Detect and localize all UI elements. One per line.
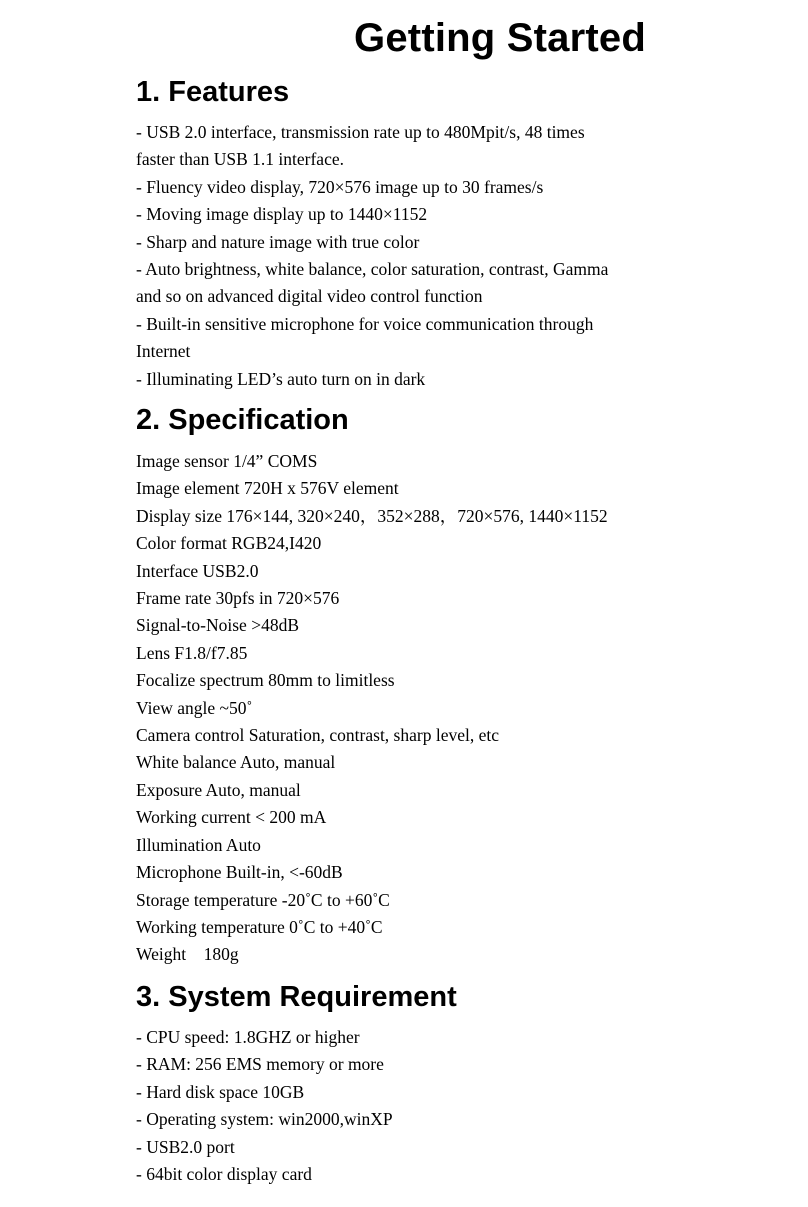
features-line: Internet	[136, 341, 191, 362]
requirement-line: - USB2.0 port	[136, 1136, 235, 1157]
features-heading: 1. Features	[136, 76, 290, 108]
spec-line: Exposure Auto, manual	[136, 779, 301, 800]
specification-heading: 2. Specification	[136, 404, 349, 436]
spec-line: Microphone Built-in, <-60dB	[136, 862, 343, 883]
features-line: - USB 2.0 interface, transmission rate up to 480Mpit/s, 48 times	[136, 122, 585, 142]
spec-line: Focalize spectrum 80mm to limitless	[136, 670, 395, 691]
features-line: - Sharp and nature image with true color	[136, 231, 420, 252]
features-line: - Fluency video display, 720×576 image up to 30 frames/s	[136, 176, 544, 197]
features-line: - Moving image display up to 1440×1152	[136, 204, 428, 225]
features-list	[136, 119, 608, 393]
spec-line: White balance Auto, manual	[136, 752, 336, 773]
spec-line: Frame rate 30pfs in 720×576	[136, 588, 340, 609]
spec-line: Image element 720H x 576V element	[136, 478, 399, 499]
spec-line: Camera control Saturation, contrast, sharp level, etc	[136, 725, 499, 746]
system-requirement-heading: 3. System Requirement	[136, 981, 457, 1013]
system-requirement-list	[136, 1024, 393, 1188]
specification-list	[136, 448, 608, 969]
requirement-line: - RAM: 256 EMS memory or more	[136, 1054, 384, 1075]
spec-line: Lens F1.8/f7.85	[136, 642, 248, 663]
spec-line: Color format RGB24,I420	[136, 533, 322, 554]
features-line: - Auto brightness, white balance, color saturation, contrast, Gamma	[136, 259, 609, 280]
spec-line: Weight 180g	[136, 944, 239, 965]
requirement-line: - CPU speed: 1.8GHZ or higher	[136, 1027, 360, 1047]
spec-line: Working current < 200 mA	[136, 807, 327, 828]
features-line: and so on advanced digital video control function	[136, 286, 483, 307]
spec-line: Interface USB2.0	[136, 560, 259, 581]
spec-line: Storage temperature -20˚C to +60˚C	[136, 889, 390, 910]
spec-line: Working temperature 0˚C to +40˚C	[136, 916, 383, 937]
features-line: faster than USB 1.1 interface.	[136, 149, 344, 170]
spec-line: Signal-to-Noise >48dB	[136, 615, 299, 636]
spec-line: Illumination Auto	[136, 834, 261, 855]
spec-line: Image sensor 1/4” COMS	[136, 451, 318, 471]
spec-line: View angle ~50˚	[136, 697, 253, 718]
features-line: - Built-in sensitive microphone for voice communication through	[136, 313, 594, 334]
requirement-line: - 64bit color display card	[136, 1164, 312, 1185]
requirement-line: - Operating system: win2000,winXP	[136, 1109, 393, 1130]
spec-line: Display size 176×144, 320×240，352×288，720×576, 1440×1152	[136, 505, 608, 526]
features-line: - Illuminating LED’s auto turn on in dark	[136, 368, 426, 389]
page-title: Getting Started	[354, 16, 646, 60]
requirement-line: - Hard disk space 10GB	[136, 1081, 305, 1102]
